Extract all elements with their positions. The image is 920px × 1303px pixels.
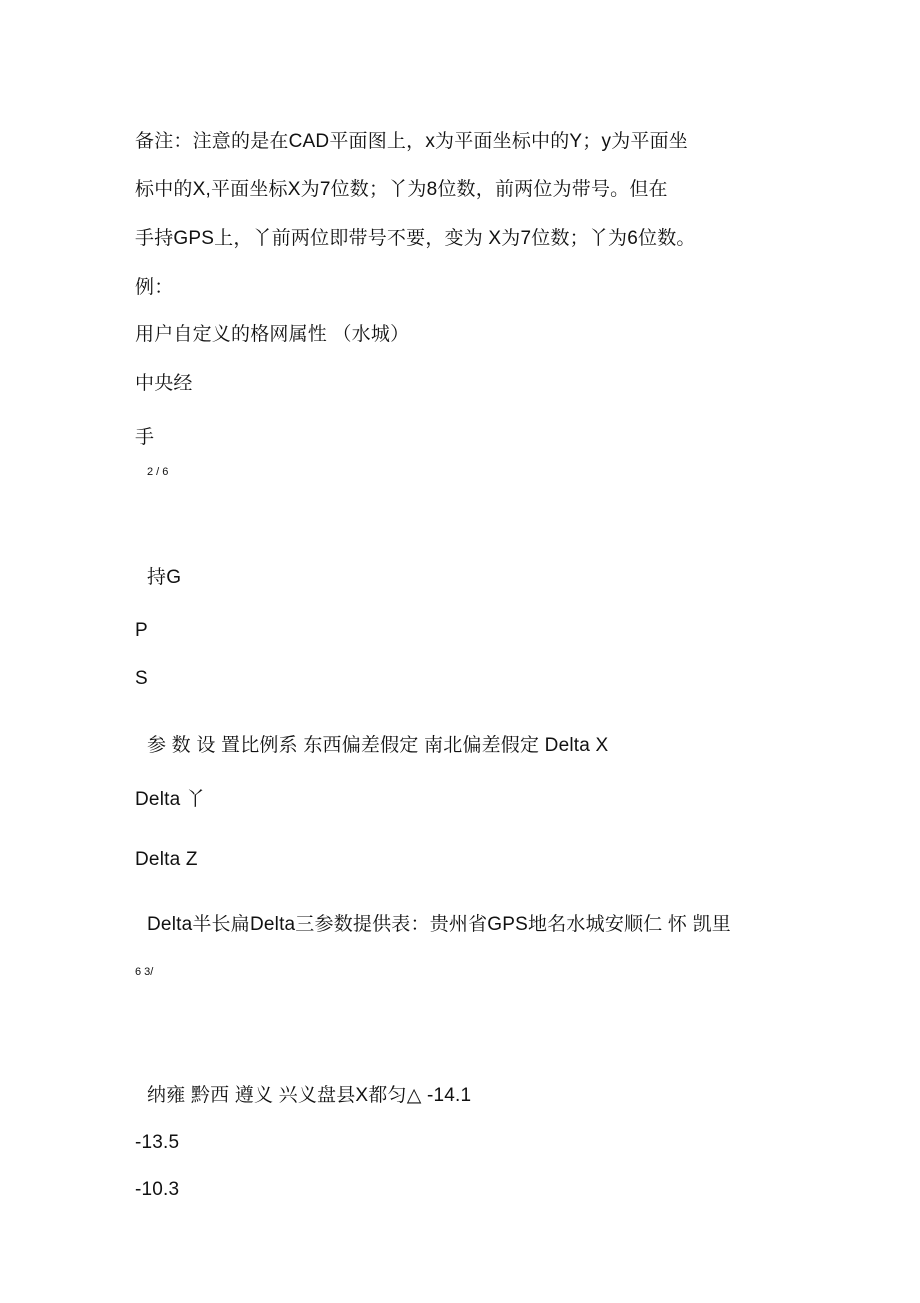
page-number: 6 3/	[135, 966, 154, 978]
text-fragment: 手	[135, 427, 155, 448]
delta-y-label: Delta 丫	[135, 789, 206, 810]
example-label: 例：	[135, 277, 174, 298]
note-line-2: 标中的X,平面坐标X为7位数；丫为8位数，前两位为带号。但在	[135, 179, 668, 200]
text-fragment: P	[135, 620, 148, 641]
note-line-1: 备注：注意的是在CAD平面图上，x为平面坐标中的Y；y为平面坐	[135, 131, 688, 152]
grid-attribute-heading: 用户自定义的格网属性 （水城）	[135, 324, 410, 345]
text-fragment: S	[135, 668, 148, 689]
note-line-3: 手持GPS上，丫前两位即带号不要，变为 X为7位数；丫为6位数。	[135, 228, 696, 249]
value-row: -13.5	[135, 1132, 180, 1153]
delta-z-label: Delta Z	[135, 849, 198, 870]
central-meridian-label: 中央经	[135, 373, 193, 394]
parameter-settings-row: 参 数 设 置比例系 东西偏差假定 南北偏差假定 Delta X	[147, 735, 609, 756]
location-list-row: 纳雍 黔西 遵义 兴义盘县X都匀△ -14.1	[147, 1085, 472, 1106]
three-parameter-table-heading: Delta半长扁Delta三参数提供表：贵州省GPS地名水城安顺仁 怀 凯里	[147, 914, 731, 935]
text-fragment: 持G	[147, 567, 182, 588]
value-row: -10.3	[135, 1179, 180, 1200]
page-number: 2 / 6	[147, 466, 169, 478]
